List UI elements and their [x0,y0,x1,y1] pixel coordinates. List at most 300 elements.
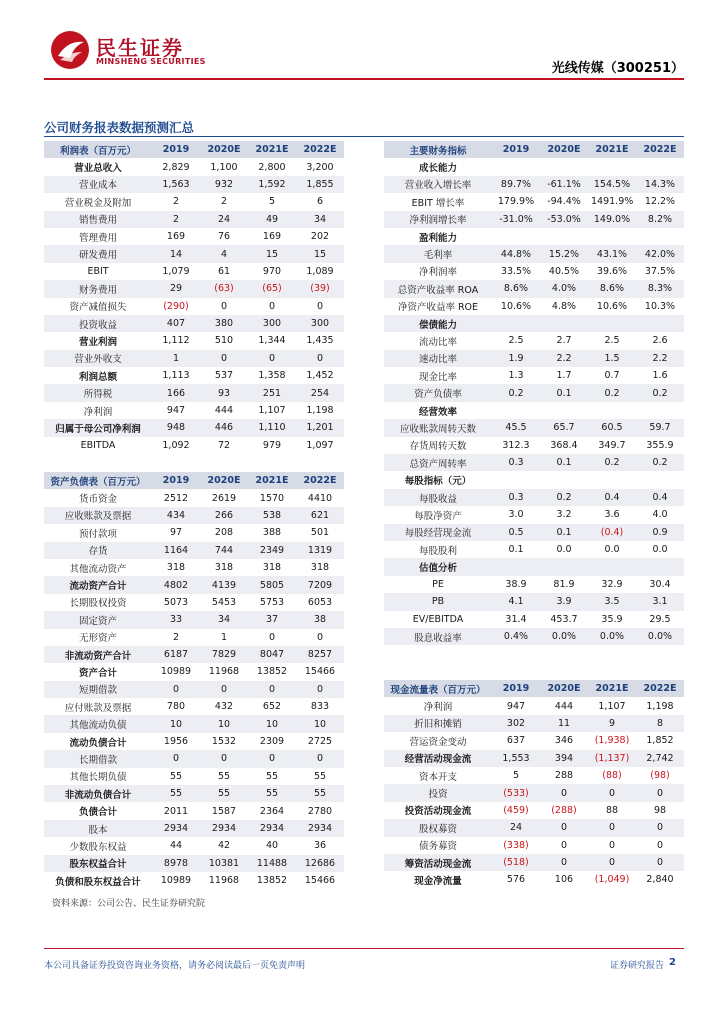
value-cell: 24 [492,819,540,836]
value-cell: 0 [540,819,588,836]
value-cell: 947 [506,700,526,712]
value-cell: 5453 [211,596,237,608]
value-cell: 1.6 [652,370,668,382]
row-label: 每股净资产 [414,510,462,522]
value-cell: 1 [220,631,228,643]
row-label: EBIT 增长率 [411,197,465,209]
table-row [384,350,684,367]
table-row [44,837,344,854]
value-cell: 453.7 [550,613,578,625]
year-header-cell: 2020E [200,141,248,158]
row-label: 其他流动资产 [69,563,127,575]
value-cell: 4139 [200,576,248,593]
table-row [44,489,344,506]
value-cell: 65.7 [540,419,588,436]
row-label: 成长能力 [418,163,457,175]
value-cell: 10 [248,715,296,732]
brand-logo-icon [50,30,90,70]
value-cell: 202 [310,231,330,243]
table-row [384,332,684,349]
value-cell: 11488 [248,855,296,872]
value-cell: 149.0% [588,211,636,228]
value-cell: 1.5 [588,350,636,367]
row-label: PB [384,593,492,610]
table-row [44,629,344,646]
row-label: 筹资活动现金流 [384,854,492,871]
value-cell: 2,840 [646,874,674,886]
value-cell: 55 [217,770,231,782]
table-row [384,732,684,749]
value-cell: 2.6 [652,335,668,347]
value-cell [492,158,540,175]
value-cell [492,228,540,245]
value-cell: 93 [200,384,248,401]
value-cell: 0.5 [492,524,540,541]
table-title-cell: 资产负债表（百万元） [44,472,152,489]
row-label: 其他流动负债 [44,715,152,732]
value-cell: 0.3 [492,489,540,506]
table-row [384,263,684,280]
value-cell: 13852 [256,666,288,678]
value-cell: 970 [262,265,282,277]
row-label: 负债合计 [78,807,117,819]
row-label: 少数股东权益 [69,841,127,853]
table-row [384,471,684,488]
value-cell: 8.6% [492,280,540,297]
value-cell: 10.3% [644,300,676,312]
value-cell: 0.2 [540,489,588,506]
value-cell: 3,200 [306,161,334,173]
value-cell: 43.1% [588,245,636,262]
value-cell: 8 [636,715,684,732]
row-label: 财务费用 [44,280,152,297]
value-cell: 15 [296,245,344,262]
table-row [44,263,344,280]
value-cell: 4 [200,245,248,262]
value-cell: 35.9 [601,613,623,625]
table-row [384,837,684,854]
section-title: 公司财务报表数据预测汇总 [44,120,195,135]
key-indicators-table [384,141,684,645]
value-cell: 42 [217,840,231,852]
value-cell: 33.5% [500,265,532,277]
value-cell: 2725 [307,736,333,748]
value-cell [492,402,540,419]
year-header-cell: 2021E [248,472,296,489]
value-cell [636,402,684,419]
cash-flow-table [384,680,684,889]
table-row [44,524,344,541]
value-cell: 2011 [163,805,189,817]
row-label: 所得税 [44,384,152,401]
year-header-cell: 2019 [492,141,540,158]
row-label: 营业收入增长率 [384,176,492,193]
value-cell: 2 [172,631,180,643]
value-cell: 0.4 [588,489,636,506]
value-cell: 2349 [248,542,296,559]
footer-report-type: 证券研究报告 [609,961,664,971]
value-cell: 266 [200,507,248,524]
table-row [44,437,344,454]
value-cell: 0.1 [540,384,588,401]
value-cell: 3.2 [556,509,572,521]
value-cell: 1319 [296,542,344,559]
value-cell: 2934 [296,820,344,837]
value-cell: 208 [214,527,234,539]
value-cell: 501 [310,527,330,539]
value-cell: 537 [214,370,234,382]
value-cell: 1,112 [162,335,190,347]
value-cell: 947 [166,405,186,417]
value-cell: 13852 [256,875,288,887]
table-row [384,193,684,210]
table-row [384,245,684,262]
value-cell: 0 [220,300,228,312]
value-cell: 979 [262,439,282,451]
value-cell: 780 [166,701,186,713]
value-cell: 3.0 [508,509,524,521]
row-label: 营业利润 [78,336,117,348]
value-cell: 7209 [296,576,344,593]
value-cell: 368.4 [550,439,578,451]
table-row [44,785,344,802]
row-label: 现金净流量 [414,875,462,887]
value-cell: 2.7 [556,335,572,347]
value-cell: 0.2 [636,454,684,471]
value-cell [588,402,636,419]
row-label: 投资活动现金流 [404,806,472,818]
data-source-note: 资料来源：公司公告、民生证券研究院 [52,899,206,909]
row-label: 估值分析 [384,558,492,575]
value-cell: 10.6% [596,300,628,312]
row-label: 预付款项 [78,528,117,540]
value-cell [588,558,636,575]
year-header-cell: 2022E [636,680,684,697]
value-cell: 0.2 [588,384,636,401]
value-cell: 10 [296,715,344,732]
value-cell: 1,435 [306,335,334,347]
row-label: 研发费用 [44,245,152,262]
row-label: 应付账款及票据 [64,702,132,714]
row-label: 现金比率 [418,371,457,383]
value-cell: 10 [200,715,248,732]
value-cell: 444 [554,700,574,712]
value-cell: 8047 [248,646,296,663]
row-label: EBIT [87,265,109,277]
value-cell: 3.1 [636,593,684,610]
value-cell: 1,107 [598,700,626,712]
value-cell: 55 [313,770,327,782]
value-cell [540,228,588,245]
table-row [384,298,684,315]
value-cell: 44 [169,840,183,852]
row-label: 存货周转天数 [409,441,467,453]
table-row [384,541,684,558]
value-cell [636,471,684,488]
value-cell: 254 [296,384,344,401]
row-label: 速动比率 [384,350,492,367]
value-cell: 8978 [152,855,200,872]
row-label: 债务募资 [418,841,457,853]
value-cell: 1,452 [306,370,334,382]
value-cell: (1,049) [594,874,630,886]
row-label: 投资 [384,784,492,801]
value-cell: 0 [200,681,248,698]
year-header-cell: 2020E [540,680,588,697]
table-row [384,854,684,871]
table-row [384,506,684,523]
row-label: 资产减值损失 [69,302,127,314]
value-cell: 169 [262,231,282,243]
value-cell [540,471,588,488]
value-cell [540,158,588,175]
value-cell: 36 [313,840,327,852]
row-label: 总资产周转率 [384,454,492,471]
value-cell: 5073 [163,596,189,608]
value-cell: 652 [262,701,282,713]
value-cell: 538 [248,507,296,524]
table-row [384,802,684,819]
value-cell: 300 [296,315,344,332]
value-cell: 0 [636,854,684,871]
table-row [384,454,684,471]
value-cell: 0 [268,300,276,312]
table-row [44,298,344,315]
table-row [44,768,344,785]
value-cell: 288 [554,770,574,782]
value-cell: 37.5% [644,265,676,277]
value-cell: 2 [152,211,200,228]
value-cell: 10381 [200,855,248,872]
table-row [44,332,344,349]
value-cell [636,228,684,245]
value-cell: 1,110 [248,419,296,436]
value-cell: 4.1 [492,593,540,610]
value-cell: 30.4 [649,578,671,590]
table-row [44,576,344,593]
value-cell: 1,097 [306,439,334,451]
value-cell: 1,100 [210,161,238,173]
value-cell: 318 [214,562,234,574]
value-cell: 0.4% [492,628,540,645]
table-row [384,419,684,436]
value-cell: 15466 [304,666,336,678]
row-label: 经营活动现金流 [384,750,492,767]
value-cell: 60.5 [588,419,636,436]
year-header-cell: 2020E [540,141,588,158]
table-row [384,750,684,767]
year-header-cell: 2019 [152,141,200,158]
value-cell: 2619 [211,492,237,504]
value-cell: 24 [200,211,248,228]
value-cell: 2 [172,196,180,208]
value-cell: 10989 [160,666,192,678]
value-cell: 0.0 [556,544,572,556]
value-cell: 0 [268,631,276,643]
value-cell: 81.9 [553,578,575,590]
row-label: EBITDA [80,439,116,451]
value-cell: 37 [248,611,296,628]
year-header-cell: 2021E [248,141,296,158]
row-label: 其他长期负债 [69,772,127,784]
row-label: 每股指标（元） [404,476,472,488]
value-cell: 15.2% [540,245,588,262]
value-cell: 106 [554,874,574,886]
value-cell: 2.5 [508,335,524,347]
value-cell: 1956 [163,736,189,748]
value-cell: 510 [214,335,234,347]
value-cell [492,558,540,575]
table-header-row [44,141,344,158]
value-cell: 55 [265,770,279,782]
value-cell: 300 [248,315,296,332]
value-cell: 1,553 [492,750,540,767]
value-cell: 11968 [208,875,240,887]
value-cell: 2364 [259,805,285,817]
table-row [44,820,344,837]
value-cell: (39) [296,280,344,297]
row-label: 净利润 [83,406,113,418]
table-row [384,211,684,228]
table-row [384,176,684,193]
value-cell: (63) [200,280,248,297]
value-cell: 179.9% [497,196,535,208]
value-cell: 8.3% [636,280,684,297]
value-cell: 38 [296,611,344,628]
value-cell: 444 [214,405,234,417]
table-title-cell: 现金流量表（百万元） [384,680,492,697]
value-cell: 0 [200,350,248,367]
row-label: 股权募资 [384,819,492,836]
value-cell: 744 [200,542,248,559]
value-cell: 2 [220,196,228,208]
value-cell: 1,092 [162,439,190,451]
value-cell: 5805 [248,576,296,593]
row-label: 长期借款 [44,750,152,767]
value-cell: 1,198 [306,405,334,417]
value-cell [588,471,636,488]
row-label: 流动比率 [418,336,457,348]
value-cell: 0 [540,784,588,801]
row-label: 净利润增长率 [384,211,492,228]
value-cell: 3.9 [540,593,588,610]
value-cell: 0 [296,750,344,767]
table-row [44,507,344,524]
value-cell: 10989 [160,875,192,887]
row-label: 折旧和摊销 [384,715,492,732]
table-row [44,211,344,228]
table-row [384,524,684,541]
row-label: 存货 [44,542,152,559]
value-cell: 302 [492,715,540,732]
value-cell: 166 [152,384,200,401]
page-header [0,0,724,86]
value-cell: 4.0% [540,280,588,297]
value-cell: 0.2 [588,454,636,471]
value-cell: 1,079 [162,265,190,277]
value-cell: 88 [605,804,619,816]
value-cell: 4410 [307,492,333,504]
value-cell: 0.0 [604,544,620,556]
value-cell: 407 [152,315,200,332]
row-label: 非流动资产合计 [44,646,152,663]
value-cell: 98 [653,804,667,816]
value-cell: (459) [503,804,529,816]
table-row [384,628,684,645]
value-cell: 29.5 [649,613,671,625]
table-row [384,784,684,801]
value-cell: -53.0% [540,211,588,228]
value-cell: 388 [262,527,282,539]
value-cell [588,228,636,245]
value-cell: 434 [152,507,200,524]
row-label: 盈利能力 [418,232,457,244]
value-cell: 8.6% [588,280,636,297]
value-cell: (338) [503,839,529,851]
balance-sheet-table [44,472,344,889]
value-cell: 1491.9% [591,196,634,208]
value-cell: 2934 [248,820,296,837]
table-row [44,402,344,419]
table-title-cell: 利润表（百万元） [44,141,152,158]
value-cell [636,158,684,175]
value-cell: 1,344 [258,335,286,347]
value-cell: 40 [265,840,279,852]
table-row [384,558,684,575]
value-cell: 2,800 [258,161,286,173]
value-cell: 55 [296,785,344,802]
row-label: 非流动负债合计 [44,785,152,802]
table-row [384,367,684,384]
table-row [384,384,684,401]
row-label: 每股股利 [418,545,457,557]
table-row [44,176,344,193]
value-cell: 318 [310,562,330,574]
row-label: 营业总收入 [74,163,122,175]
value-cell: 0 [588,819,636,836]
value-cell: 97 [169,527,183,539]
value-cell: 312.3 [502,439,530,451]
section-title-divider [44,136,684,137]
value-cell: 34 [296,211,344,228]
row-label: 利润总额 [78,371,117,383]
value-cell: 0 [656,839,664,851]
value-cell: 6 [316,196,324,208]
value-cell: 0.0% [636,628,684,645]
table-row [44,245,344,262]
value-cell: 1587 [211,805,237,817]
value-cell: 2780 [307,805,333,817]
value-cell: 0.3 [492,454,540,471]
value-cell: 2934 [152,820,200,837]
table-row [44,542,344,559]
value-cell: (518) [492,854,540,871]
value-cell: 8257 [296,646,344,663]
table-row [384,228,684,245]
value-cell: 29 [152,280,200,297]
row-label: 股本 [44,820,152,837]
value-cell: 72 [217,439,231,451]
table-row [384,819,684,836]
value-cell [492,315,540,332]
value-cell: -31.0% [492,211,540,228]
value-cell: 1 [152,350,200,367]
value-cell: 0 [316,300,324,312]
value-cell: 349.7 [598,439,626,451]
table-row [384,576,684,593]
value-cell: 0 [588,854,636,871]
value-cell: (288) [551,804,577,816]
